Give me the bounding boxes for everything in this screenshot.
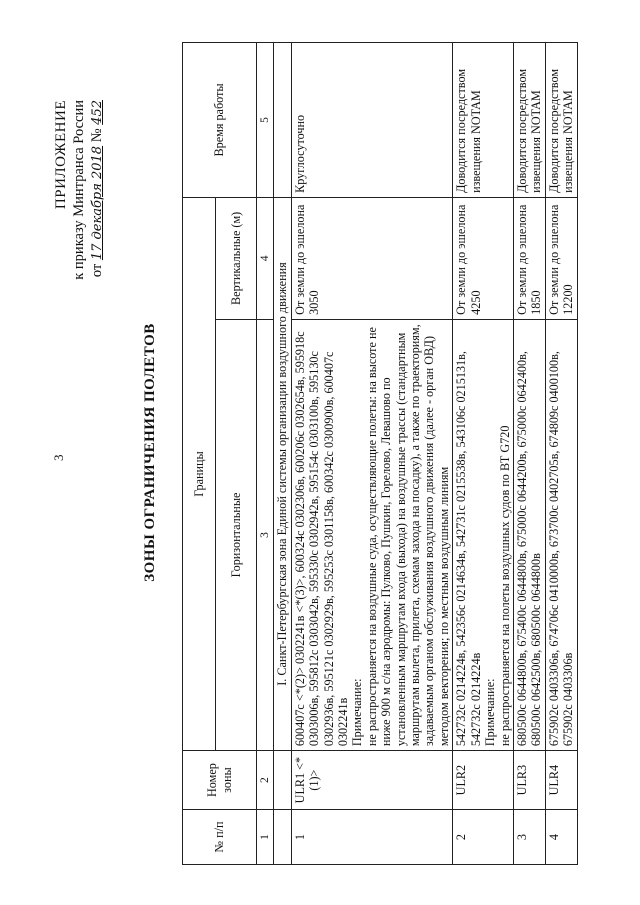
note-text: не распространяется на полеты воздушных судов по ВТ G720 — [497, 425, 512, 747]
coordinates: 600407с <*(2)> 0302241в <*(3)>, 600324с 0302306в, 600206с 0302654в, 595918с 0303006в, 595812с 0303042в, 595330с 0302942в, 595154с 0303100в, 595130с 0302936в, 595121с 0302929в, 595253с 0301158в, 600342с 0300900в, 600407с 0302241в — [292, 331, 351, 747]
zone-code: ULR4 — [545, 751, 577, 810]
header-vertical: Вертикальные (м) — [216, 197, 257, 319]
row-num: 1 — [291, 810, 452, 865]
coordinates: 675902с 0403306в, 674706с 0410000в, 673700с 0402705в, 674809с 0400100в, 675902с 0403306в — [546, 351, 576, 747]
note-label: Примечание: — [350, 678, 365, 747]
table-row — [453, 43, 514, 865]
table-row — [513, 43, 545, 865]
appendix-order-line: к приказу Минтранса России — [71, 100, 87, 280]
column-number-row — [257, 43, 274, 865]
header-num: № п/п — [183, 810, 257, 865]
zones-table — [182, 42, 578, 865]
header-time: Время работы — [183, 43, 257, 198]
header-zone: Номер зоны — [183, 751, 257, 810]
header-horizontal: Горизонтальные — [216, 319, 257, 750]
column-number: 2 — [257, 751, 274, 810]
appendix-date-line — [88, 100, 107, 280]
vertical-bounds: От земли до эшелона 1850 — [513, 197, 545, 319]
horizontal-bounds — [453, 319, 514, 750]
row-num: 3 — [513, 810, 545, 865]
row-num: 2 — [453, 810, 514, 865]
appendix-header — [52, 100, 107, 280]
handwritten-date: 17 декабря 2018 — [90, 145, 105, 261]
document-title: ЗОНЫ ОГРАНИЧЕНИЯ ПОЛЕТОВ — [142, 323, 158, 582]
zone-code: ULR2 — [453, 751, 514, 810]
number-label: № — [89, 128, 105, 143]
section-row — [274, 43, 291, 865]
horizontal-bounds — [291, 319, 452, 750]
work-time: Доводится посредством извещения NOTAM — [513, 43, 545, 198]
work-time: Доводится посредством извещения NOTAM — [545, 43, 577, 198]
row-num: 4 — [545, 810, 577, 865]
work-time: Доводится посредством извещения NOTAM — [453, 43, 514, 198]
horizontal-bounds — [545, 319, 577, 750]
handwritten-number: 452 — [90, 100, 105, 125]
appendix-title: ПРИЛОЖЕНИЕ — [53, 100, 69, 210]
table-row — [545, 43, 577, 865]
table-row — [291, 43, 452, 865]
vertical-bounds: От земли до эшелона 12200 — [545, 197, 577, 319]
horizontal-bounds — [513, 319, 545, 750]
zone-code: ULR3 — [513, 751, 545, 810]
column-number: 1 — [257, 810, 274, 865]
coordinates: 680500с 0644800в, 675400с 0644800в, 675000с 0644200в, 675000с 0642400в, 680500с 0642500в, 680500с 0644800в — [514, 351, 544, 747]
column-number: 4 — [257, 197, 274, 319]
vertical-bounds: От земли до эшелона 4250 — [453, 197, 514, 319]
page-number: 3 — [51, 454, 66, 461]
header-row-1 — [183, 43, 216, 865]
zone-code: ULR1 <*(1)> — [291, 751, 452, 810]
note-text: не распространяется на воздушные суда, осуществляющие полеты: на высоте не ниже 900 м с/на аэродромы: Пулково, Пушкин, Горелово, Левашово по установленным маршрутам входа (выхода) на воздушные трассы (стандартным маршрутам вылета, прилета, схемам захода на посадку), а также по траекториям, задаваемым органом обслуживания воздушного движения (далее - орган ОВД) методом векторения; по местным воздушным линиям — [364, 324, 451, 747]
coordinates: 542732с 0214224в, 542356с 0214634в, 542731с 0215538в, 543106с 0215131в, 542732с 0214224в — [454, 351, 483, 747]
column-number: 3 — [257, 319, 274, 750]
date-prefix: от — [89, 263, 105, 278]
section-title: I. Санкт-Петербургская зона Единой системы организации воздушного движения — [274, 197, 291, 750]
column-number: 5 — [257, 43, 274, 198]
work-time: Круглосуточно — [291, 43, 452, 198]
header-bounds: Границы — [183, 197, 216, 750]
vertical-bounds: От земли до эшелона 3050 — [291, 197, 452, 319]
note-label: Примечание: — [483, 678, 498, 747]
